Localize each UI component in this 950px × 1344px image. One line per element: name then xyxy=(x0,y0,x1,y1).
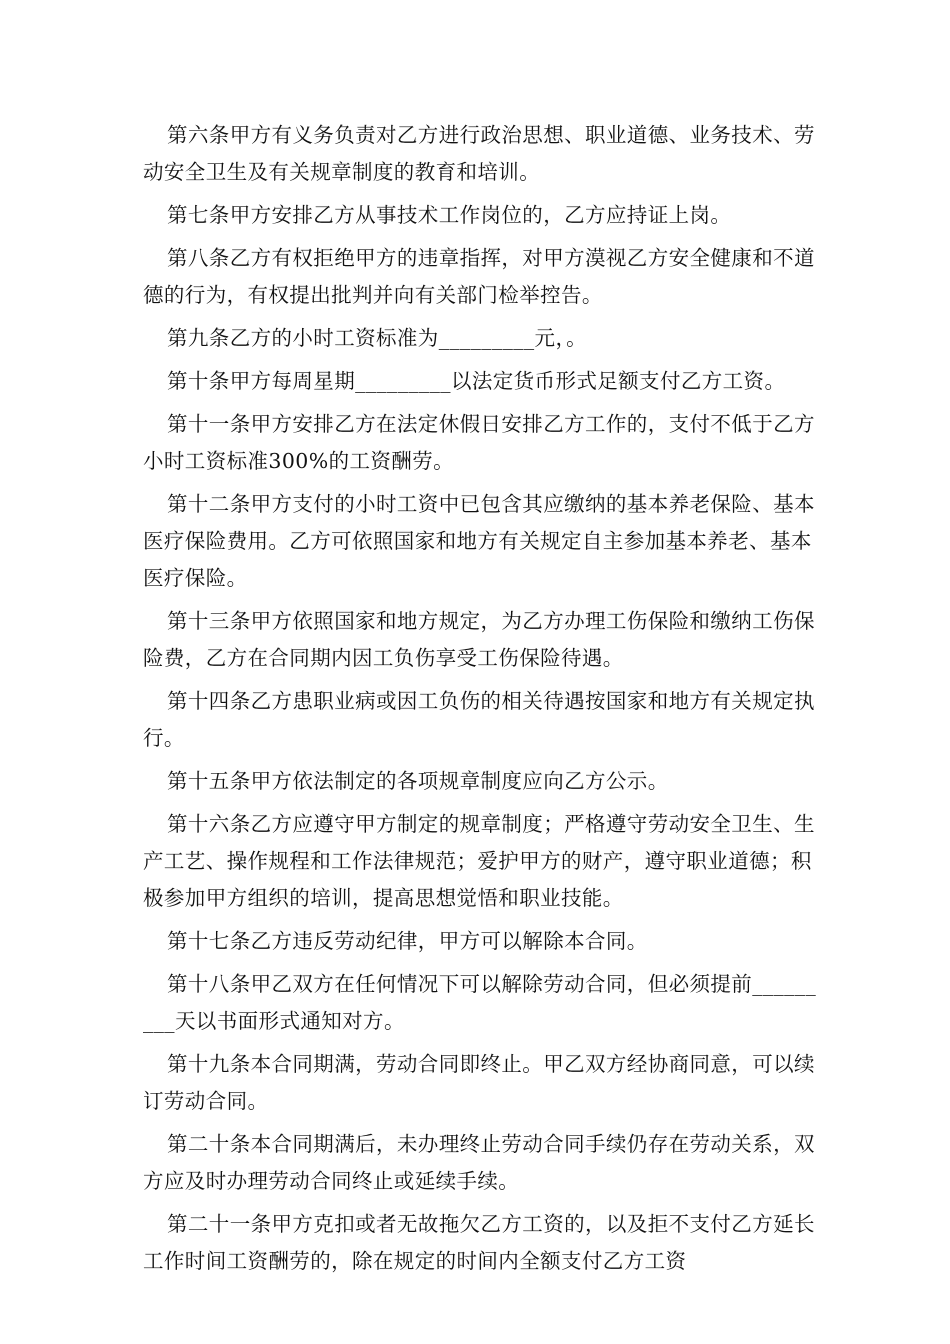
article-19: 第十九条本合同期满，劳动合同即终止。甲乙双方经协商同意，可以续订劳动合同。 xyxy=(143,1052,815,1113)
article-8: 第八条乙方有权拒绝甲方的违章指挥，对甲方漠视乙方安全健康和不道德的行为，有权提出批判并向有关部门检举控告。 xyxy=(143,246,815,307)
article-13: 第十三条甲方依照国家和地方规定，为乙方办理工伤保险和缴纳工伤保险费，乙方在合同期内因工负伤享受工伤保险待遇。 xyxy=(143,609,815,670)
article-9: 第九条乙方的小时工资标准为_________元，。 xyxy=(167,326,587,350)
article-12: 第十二条甲方支付的小时工资中已包含其应缴纳的基本养老保险、基本医疗保险费用。乙方可依照国家和地方有关规定自主参加基本养老、基本医疗保险。 xyxy=(143,492,815,590)
document-body xyxy=(143,117,823,1286)
article-7: 第七条甲方安排乙方从事技术工作岗位的，乙方应持证上岗。 xyxy=(167,203,732,227)
article-11: 第十一条甲方安排乙方在法定休假日安排乙方工作的，支付不低于乙方小时工资标准300%的工资酬劳。 xyxy=(143,412,815,473)
article-16: 第十六条乙方应遵守甲方制定的规章制度；严格遵守劳动安全卫生、生产工艺、操作规程和工作法律规范；爱护甲方的财产，遵守职业道德；积极参加甲方组织的培训，提高思想觉悟和职业技能。 xyxy=(143,812,815,910)
article-17: 第十七条乙方违反劳动纪律，甲方可以解除本合同。 xyxy=(167,929,648,953)
article-6: 第六条甲方有义务负责对乙方进行政治思想、职业道德、业务技术、劳动安全卫生及有关规章制度的教育和培训。 xyxy=(143,123,815,184)
article-10: 第十条甲方每周星期_________以法定货币形式足额支付乙方工资。 xyxy=(167,369,786,393)
article-21: 第二十一条甲方克扣或者无故拖欠乙方工资的，以及拒不支付乙方延长工作时间工资酬劳的，除在规定的时间内全额支付乙方工资 xyxy=(143,1212,815,1273)
article-20: 第二十条本合同期满后，未办理终止劳动合同手续仍存在劳动关系，双方应及时办理劳动合同终止或延续手续。 xyxy=(143,1132,815,1193)
article-15: 第十五条甲方依法制定的各项规章制度应向乙方公示。 xyxy=(167,769,669,793)
article-14: 第十四条乙方患职业病或因工负伤的相关待遇按国家和地方有关规定执行。 xyxy=(143,689,815,750)
article-18: 第十八条甲乙双方在任何情况下可以解除劳动合同，但必须提前_________天以书面形式通知对方。 xyxy=(143,972,817,1033)
